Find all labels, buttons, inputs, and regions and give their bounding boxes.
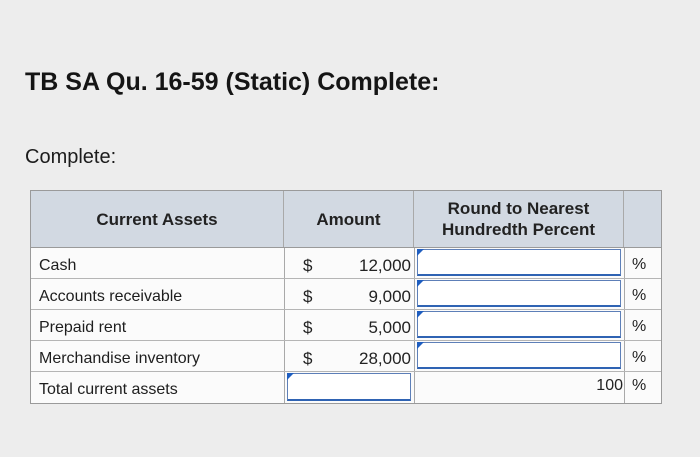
row-label-merchandise-inventory: Merchandise inventory [39, 350, 200, 367]
row-label-total-current-assets: Total current assets [39, 381, 178, 398]
page-subtitle: Complete: [25, 146, 117, 168]
row-divider [31, 309, 661, 310]
currency-symbol: $ [303, 256, 313, 275]
amount-accounts-receivable: 9,000 [368, 287, 411, 306]
percent-sign: % [632, 256, 647, 273]
header-percent-sign [624, 191, 661, 247]
row-label-cash: Cash [39, 257, 77, 274]
total-amount-input[interactable] [287, 373, 411, 401]
row-divider [31, 371, 661, 372]
header-percent [414, 191, 624, 247]
total-percent-value: 100 [596, 377, 623, 394]
page-title: TB SA Qu. 16-59 (Static) Complete: [25, 68, 440, 96]
amount-cash: 12,000 [359, 256, 411, 275]
percent-input-prepaid-rent[interactable] [417, 311, 621, 338]
percent-input-merchandise-inventory[interactable] [417, 342, 621, 369]
header-percent-line1: Round to Nearest [447, 199, 590, 218]
current-assets-table [30, 190, 662, 404]
header-current-assets-label: Current Assets [96, 209, 218, 229]
column-divider [624, 247, 625, 403]
percent-sign: % [632, 349, 647, 366]
percent-sign: % [632, 318, 647, 335]
currency-symbol: $ [303, 318, 313, 337]
row-label-prepaid-rent: Prepaid rent [39, 319, 127, 336]
amount-merchandise-inventory: 28,000 [359, 349, 411, 368]
row-label-accounts-receivable: Accounts receivable [39, 288, 183, 305]
percent-input-cash[interactable] [417, 249, 621, 276]
header-current-assets [31, 191, 284, 247]
header-amount-label: Amount [316, 209, 381, 229]
column-divider [284, 247, 285, 403]
amount-prepaid-rent: 5,000 [368, 318, 411, 337]
header-amount [284, 191, 414, 247]
currency-symbol: $ [303, 349, 313, 368]
row-divider [31, 340, 661, 341]
percent-sign: % [632, 287, 647, 304]
percent-sign: % [632, 377, 647, 394]
percent-input-accounts-receivable[interactable] [417, 280, 621, 307]
header-percent-line2: Hundredth Percent [441, 220, 596, 239]
column-divider [414, 247, 415, 403]
currency-symbol: $ [303, 287, 313, 306]
row-divider [31, 278, 661, 279]
row-divider [31, 247, 661, 248]
